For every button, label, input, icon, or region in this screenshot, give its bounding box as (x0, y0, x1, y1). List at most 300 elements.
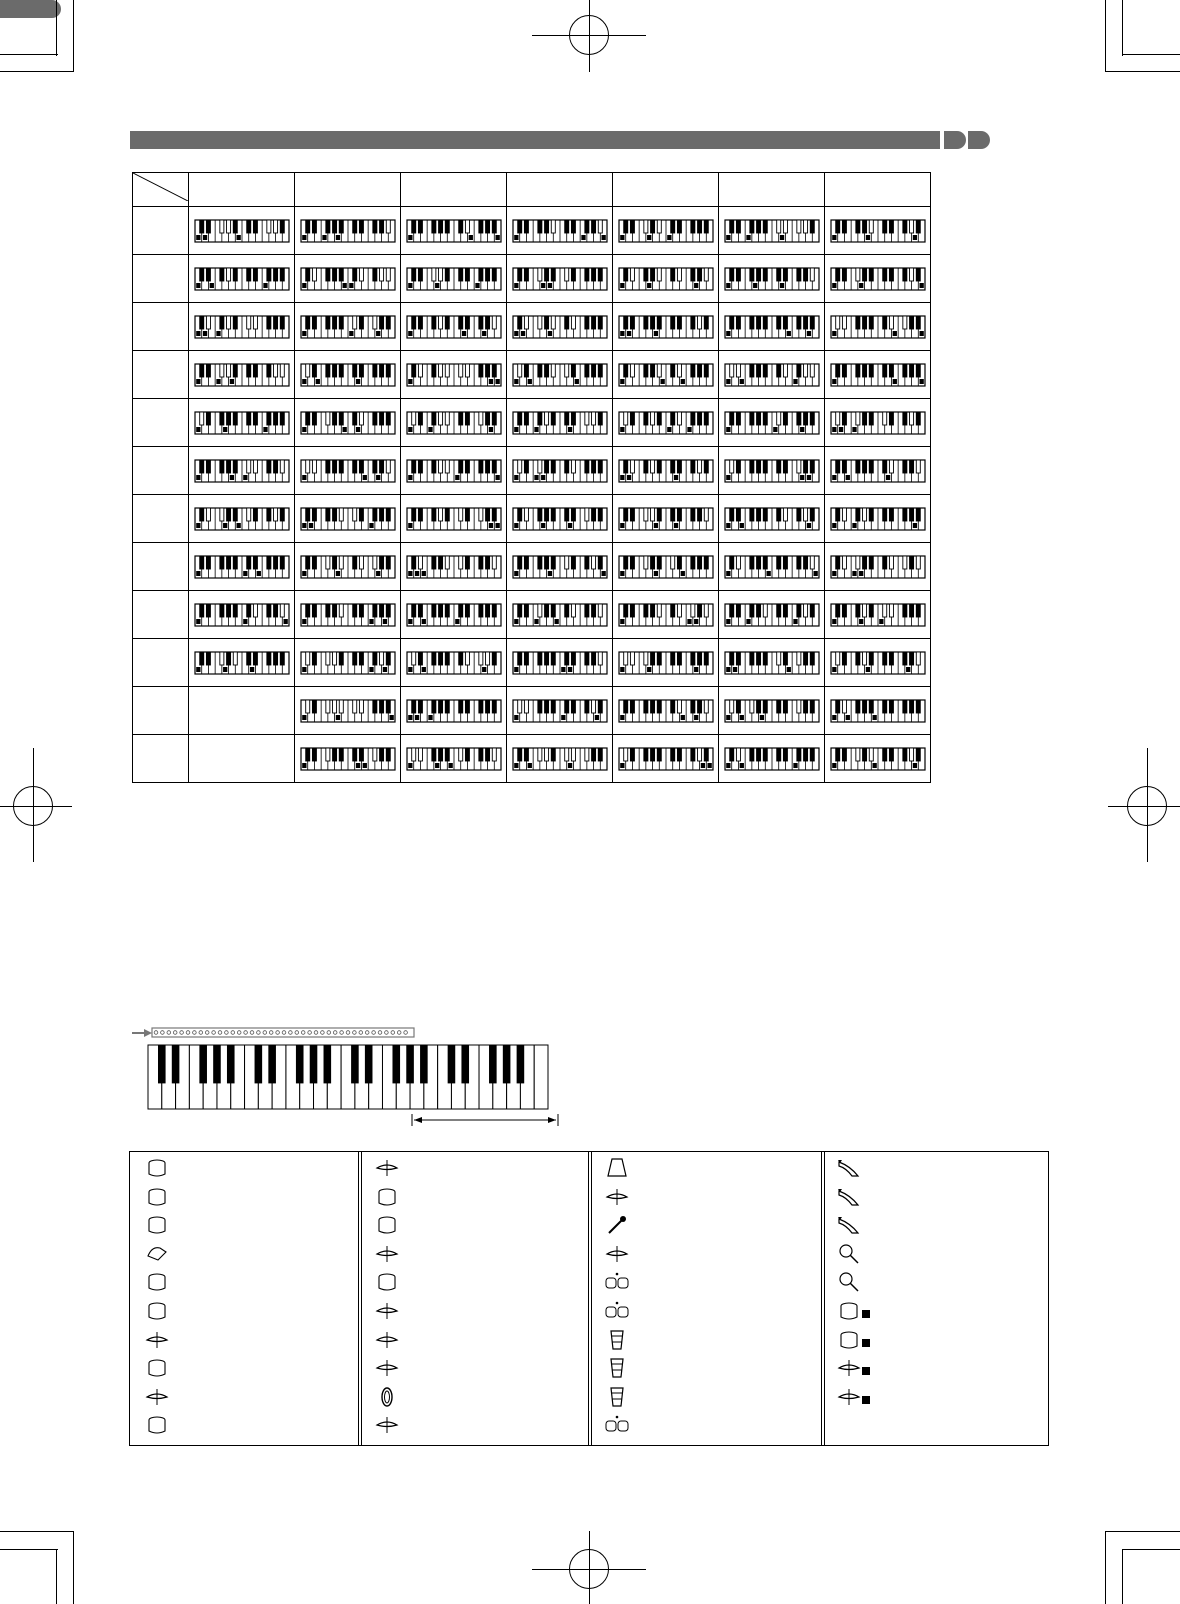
crop-mark (0, 54, 58, 55)
chord-keyboard (512, 267, 608, 291)
chord-keyboard (618, 411, 714, 435)
snare-drum-icon (144, 1185, 170, 1209)
chord-cell (189, 639, 295, 687)
drum-legend-item (374, 1356, 594, 1380)
chord-cell (719, 399, 825, 447)
chord-cell (719, 447, 825, 495)
chord-keyboard (512, 651, 608, 675)
crash-cymbal-icon (604, 1185, 630, 1209)
chord-cell (825, 447, 931, 495)
chord-cell (295, 399, 401, 447)
black-key (517, 1045, 525, 1083)
chord-cell (613, 495, 719, 543)
chord-keyboard (618, 459, 714, 483)
chord-keyboard (300, 507, 396, 531)
chord-keyboard (618, 651, 714, 675)
chord-keyboard (512, 219, 608, 243)
drum-legend-item (374, 1156, 594, 1180)
chord-cell (825, 303, 931, 351)
chinese-cymbal-icon (374, 1328, 400, 1352)
table-row (133, 207, 931, 255)
chord-cell (719, 351, 825, 399)
chord-cell (507, 735, 613, 783)
chord-keyboard (830, 747, 926, 771)
chord-cell (295, 303, 401, 351)
chord-keyboard (830, 459, 926, 483)
chord-cell (825, 255, 931, 303)
chord-keyboard (406, 267, 502, 291)
table-row (133, 687, 931, 735)
chord-keyboard (618, 267, 714, 291)
chord-cell (825, 687, 931, 735)
crop-mark (0, 71, 74, 72)
row-header (133, 495, 189, 543)
crop-mark (1122, 1549, 1123, 1604)
chord-keyboard (618, 747, 714, 771)
vibraslap-icon (604, 1213, 630, 1237)
black-key (310, 1045, 318, 1083)
chord-cell (825, 639, 931, 687)
chord-cell (825, 351, 931, 399)
chord-cell (189, 735, 295, 783)
black-key (324, 1045, 332, 1083)
chord-keyboard (194, 507, 290, 531)
header-end-tab (0, 0, 61, 18)
chord-cell (507, 255, 613, 303)
chord-keyboard (300, 363, 396, 387)
drum-legend-item (836, 1270, 1056, 1294)
black-key (172, 1045, 180, 1083)
chord-cell (401, 543, 507, 591)
drum-legend-item (604, 1385, 824, 1409)
table-row (133, 591, 931, 639)
black-key (420, 1045, 428, 1083)
chord-cell (295, 495, 401, 543)
chord-keyboard (194, 603, 290, 627)
drum-legend-item (144, 1185, 364, 1209)
chord-keyboard (724, 267, 820, 291)
chord-cell (507, 687, 613, 735)
table-row (133, 399, 931, 447)
black-key (227, 1045, 235, 1083)
open-hi-hat-marked-icon (836, 1385, 862, 1409)
drum-legend-item (604, 1213, 824, 1237)
chord-keyboard (406, 651, 502, 675)
chord-keyboard (406, 459, 502, 483)
drum-legend-item (374, 1270, 594, 1294)
black-key (268, 1045, 276, 1083)
chord-cell (825, 543, 931, 591)
marked-square-icon (862, 1310, 870, 1318)
drum-legend-item (144, 1356, 364, 1380)
crop-mark (1122, 0, 1123, 56)
chord-cell (401, 591, 507, 639)
chord-cell (507, 303, 613, 351)
chord-cell (189, 351, 295, 399)
chord-cell (295, 255, 401, 303)
chord-keyboard (300, 219, 396, 243)
chord-keyboard (406, 603, 502, 627)
timbale-icon (604, 1413, 630, 1437)
tom-icon (374, 1185, 400, 1209)
drum-legend-item (374, 1413, 594, 1437)
chord-keyboard (512, 411, 608, 435)
crop-mark (73, 0, 74, 72)
tom-icon (374, 1213, 400, 1237)
chord-keyboard (830, 651, 926, 675)
chord-keyboard (724, 747, 820, 771)
chord-keyboard (194, 363, 290, 387)
agogo-icon (836, 1156, 862, 1180)
drum-legend-item (374, 1299, 594, 1323)
chord-keyboard (300, 555, 396, 579)
table-row (133, 255, 931, 303)
hi-hat-pedal-icon (374, 1156, 400, 1180)
chord-keyboard (724, 603, 820, 627)
bass-drum-marked-icon (836, 1299, 862, 1323)
chord-cell (613, 207, 719, 255)
drum-legend-item (144, 1270, 364, 1294)
chord-cell (613, 255, 719, 303)
row-header (133, 447, 189, 495)
drum-legend-item (604, 1270, 824, 1294)
chord-keyboard (300, 411, 396, 435)
high-tom-icon (144, 1413, 170, 1437)
chord-keyboard (300, 747, 396, 771)
chord-keyboard (406, 699, 502, 723)
registration-line (589, 1531, 590, 1604)
snare-drum-icon (144, 1213, 170, 1237)
chord-keyboard (194, 459, 290, 483)
header-chevron (968, 131, 990, 149)
chord-cell (189, 591, 295, 639)
column-header (507, 173, 613, 207)
column-header (189, 173, 295, 207)
chord-cell (507, 351, 613, 399)
crop-mark (0, 1531, 74, 1532)
chord-cell (295, 351, 401, 399)
chord-keyboard (830, 411, 926, 435)
whistle-icon (836, 1213, 862, 1237)
black-key (503, 1045, 511, 1083)
chord-keyboard (512, 555, 608, 579)
chord-cell (189, 447, 295, 495)
chord-cell (295, 735, 401, 783)
drum-legend-item (836, 1213, 1056, 1237)
table-row (133, 639, 931, 687)
chord-keyboard (618, 603, 714, 627)
chord-cell (719, 495, 825, 543)
chord-cell (719, 207, 825, 255)
table-row (133, 351, 931, 399)
chord-keyboard (194, 219, 290, 243)
chord-keyboard (724, 555, 820, 579)
table-row (133, 495, 931, 543)
chord-keyboard (194, 267, 290, 291)
chord-keyboard (830, 555, 926, 579)
chord-cell (613, 303, 719, 351)
drum-legend-item (604, 1328, 824, 1352)
drum-legend-item (836, 1242, 1056, 1266)
chord-cell (189, 543, 295, 591)
marked-square-icon (862, 1339, 870, 1347)
drum-legend-item (144, 1413, 364, 1437)
registration-line (589, 0, 590, 72)
chord-keyboard (194, 411, 290, 435)
drum-legend-item (144, 1242, 364, 1266)
chord-cell (613, 591, 719, 639)
chord-cell (189, 687, 295, 735)
drum-legend-item (836, 1356, 1056, 1380)
maracas-icon (836, 1270, 862, 1294)
black-key (406, 1045, 414, 1083)
row-header (133, 687, 189, 735)
black-key (489, 1045, 497, 1083)
chord-cell (401, 303, 507, 351)
chord-keyboard (300, 651, 396, 675)
black-key (448, 1045, 456, 1083)
chord-cell (295, 447, 401, 495)
marked-square-icon (862, 1396, 870, 1404)
registration-line (33, 748, 34, 862)
hi-hat-icon (144, 1328, 170, 1352)
chord-keyboard (830, 507, 926, 531)
crop-mark (73, 1531, 74, 1604)
drum-legend-item (144, 1299, 364, 1323)
chord-cell (507, 639, 613, 687)
chord-cell (295, 543, 401, 591)
chord-cell (825, 591, 931, 639)
chord-keyboard (300, 603, 396, 627)
bongo-icon (604, 1299, 630, 1323)
row-header (133, 303, 189, 351)
black-key (255, 1045, 263, 1083)
hi-hat-marked-icon (836, 1356, 862, 1380)
chord-keyboard (724, 363, 820, 387)
chord-cell (401, 447, 507, 495)
crop-mark (1105, 1531, 1180, 1532)
percussion-label-strip (152, 1028, 414, 1037)
chord-cell (401, 399, 507, 447)
column-header (613, 173, 719, 207)
crop-mark (1105, 1531, 1106, 1604)
chord-cell (189, 255, 295, 303)
drum-legend-item (144, 1213, 364, 1237)
chord-cell (719, 591, 825, 639)
ride-cymbal-icon (374, 1299, 400, 1323)
drum-legend-item (144, 1156, 364, 1180)
chord-cell (613, 543, 719, 591)
chord-cell (825, 735, 931, 783)
chord-keyboard (618, 699, 714, 723)
chord-cell (613, 399, 719, 447)
chord-cell (295, 591, 401, 639)
chord-keyboard (618, 219, 714, 243)
black-key (213, 1045, 221, 1083)
table-row (133, 543, 931, 591)
black-key (158, 1045, 166, 1083)
chord-keyboard (406, 363, 502, 387)
drum-legend-item (374, 1213, 594, 1237)
chord-cell (401, 207, 507, 255)
chord-keyboard (194, 555, 290, 579)
black-key (392, 1045, 400, 1083)
chord-keyboard (512, 507, 608, 531)
chord-cell (295, 639, 401, 687)
chord-keyboard (300, 315, 396, 339)
chord-cell (189, 399, 295, 447)
chord-keyboard (512, 459, 608, 483)
diagonal-divider (133, 173, 188, 201)
bass-drum-icon (144, 1156, 170, 1180)
table-row (133, 447, 931, 495)
chord-cell (719, 735, 825, 783)
chord-cell (719, 543, 825, 591)
chord-cell (507, 543, 613, 591)
drum-legend-item (836, 1185, 1056, 1209)
white-key (534, 1045, 548, 1109)
ride-bell-icon (374, 1356, 400, 1380)
row-header (133, 207, 189, 255)
black-key (461, 1045, 469, 1083)
table-header-row (133, 173, 931, 207)
chord-cell (189, 303, 295, 351)
bongo-icon (604, 1270, 630, 1294)
chord-cell (401, 735, 507, 783)
drum-assignment-legend (129, 1151, 1049, 1446)
crop-mark (56, 1549, 57, 1604)
chord-cell (401, 687, 507, 735)
chord-keyboard (406, 507, 502, 531)
chord-keyboard (618, 363, 714, 387)
black-key (365, 1045, 373, 1083)
crop-mark (56, 0, 57, 56)
drum-legend-item (374, 1242, 594, 1266)
drum-legend-item (836, 1299, 1056, 1323)
chord-cell (507, 447, 613, 495)
chord-cell (295, 207, 401, 255)
row-header (133, 591, 189, 639)
drum-legend-item (604, 1242, 824, 1266)
chord-cell (401, 255, 507, 303)
crop-mark (1105, 71, 1180, 72)
chord-cell (507, 591, 613, 639)
cowbell-icon (604, 1156, 630, 1180)
cabasa-icon (836, 1242, 862, 1266)
chord-keyboard (830, 603, 926, 627)
chord-cell (401, 495, 507, 543)
drum-legend-item (374, 1185, 594, 1209)
crop-mark (0, 1549, 58, 1550)
chord-cell (613, 687, 719, 735)
chord-cell (613, 735, 719, 783)
row-header (133, 735, 189, 783)
chord-keyboard (512, 315, 608, 339)
chord-keyboard (830, 315, 926, 339)
chord-keyboard (300, 459, 396, 483)
chord-keyboard (724, 411, 820, 435)
chord-keyboard (406, 411, 502, 435)
chord-cell (189, 207, 295, 255)
column-header (825, 173, 931, 207)
conga-icon (604, 1385, 630, 1409)
column-header (295, 173, 401, 207)
chord-keyboard (618, 555, 714, 579)
chord-cell (613, 447, 719, 495)
open-hi-hat-icon (144, 1385, 170, 1409)
conga-icon (604, 1356, 630, 1380)
pointer-arrow (132, 1029, 152, 1037)
chord-cell (719, 255, 825, 303)
snare-marked-icon (836, 1328, 862, 1352)
registration-line (1108, 806, 1180, 807)
row-header (133, 639, 189, 687)
floor-tom-icon (144, 1356, 170, 1380)
chord-keyboard (830, 219, 926, 243)
chord-keyboard (194, 315, 290, 339)
chord-cell (189, 495, 295, 543)
black-key (351, 1045, 359, 1083)
chord-keyboard (406, 219, 502, 243)
high-tom-icon (374, 1270, 400, 1294)
drum-legend-item (604, 1356, 824, 1380)
crop-mark (1105, 0, 1106, 72)
column-header (401, 173, 507, 207)
drum-legend-item (604, 1299, 824, 1323)
row-header (133, 543, 189, 591)
chord-cell (613, 639, 719, 687)
chord-fingering-table (132, 172, 931, 783)
chord-cell (507, 399, 613, 447)
chord-cell (401, 639, 507, 687)
chord-cell (719, 639, 825, 687)
chord-keyboard (300, 699, 396, 723)
drum-legend-item (374, 1328, 594, 1352)
chord-cell (719, 303, 825, 351)
whistle-icon (836, 1185, 862, 1209)
drum-legend-item (144, 1328, 364, 1352)
tambourine-icon (374, 1385, 400, 1409)
row-header (133, 255, 189, 303)
chord-keyboard (830, 363, 926, 387)
table-row (133, 735, 931, 783)
tom-icon (144, 1270, 170, 1294)
ride-cymbal-icon (604, 1242, 630, 1266)
floor-tom-icon (144, 1299, 170, 1323)
black-key (296, 1045, 304, 1083)
chord-keyboard (300, 267, 396, 291)
registration-line (1147, 748, 1148, 862)
chord-cell (401, 351, 507, 399)
column-header (719, 173, 825, 207)
range-arrow (412, 1114, 558, 1126)
chord-keyboard (830, 267, 926, 291)
chord-keyboard (406, 315, 502, 339)
chord-cell (507, 207, 613, 255)
chord-keyboard (406, 555, 502, 579)
crop-mark (1122, 54, 1180, 55)
chord-cell (295, 687, 401, 735)
row-header (133, 399, 189, 447)
hand-clap-icon (144, 1242, 170, 1266)
header-chevron (944, 131, 966, 149)
chord-keyboard (618, 315, 714, 339)
crash-cymbal-icon (374, 1242, 400, 1266)
keyboard-diagram (128, 1025, 568, 1131)
chord-keyboard (724, 315, 820, 339)
drum-legend-item (604, 1413, 824, 1437)
crop-mark (1122, 1549, 1180, 1550)
